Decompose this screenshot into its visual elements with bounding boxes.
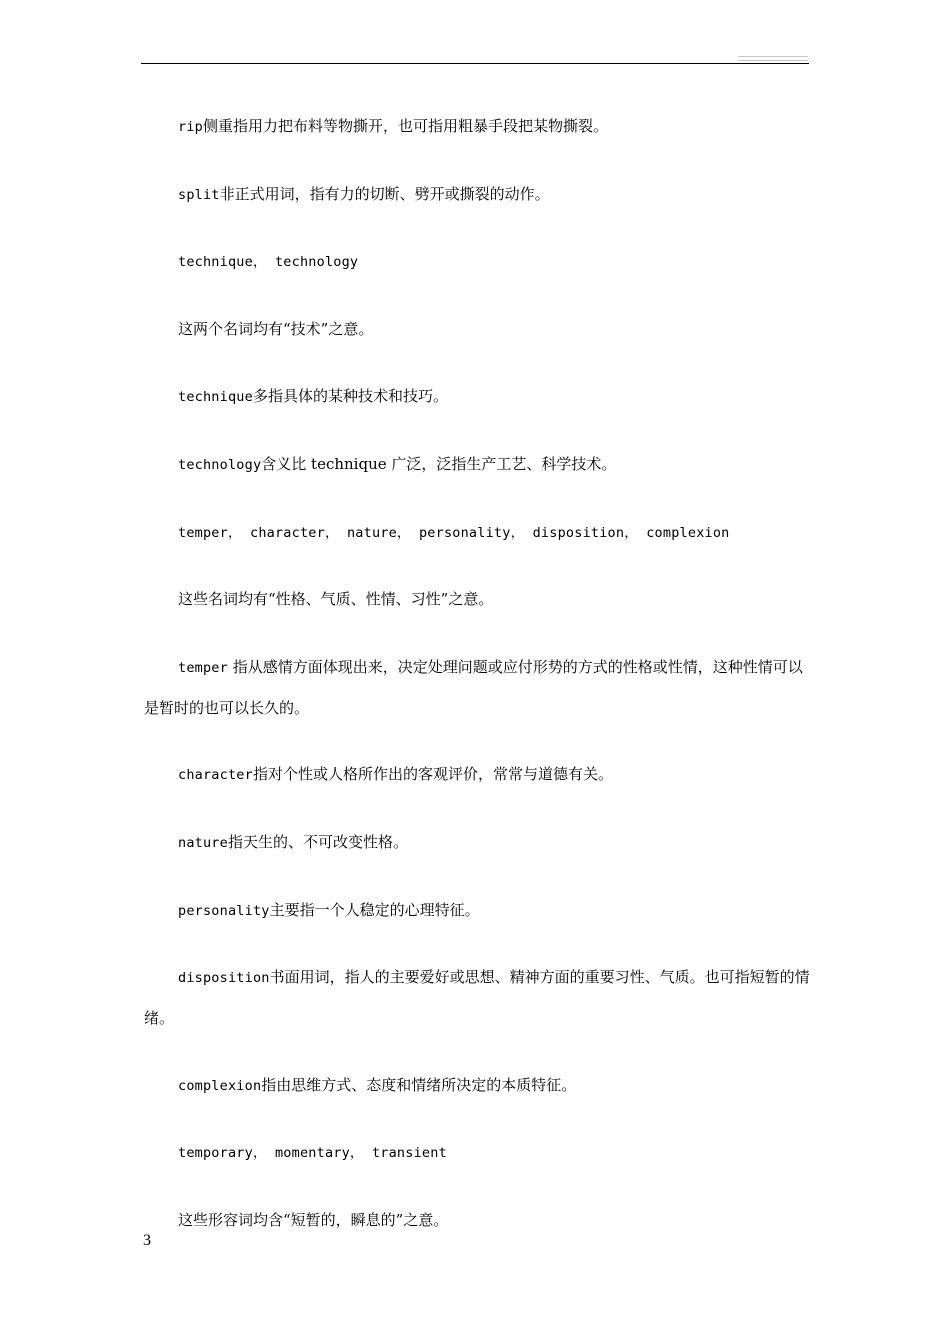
term-rip: rip <box>178 119 203 135</box>
header-mark-bottom <box>738 60 808 61</box>
term-character: character <box>178 767 253 784</box>
definition-technology: 含义比 technique 广泛，泛指生产工艺、科学技术。 <box>261 454 617 473</box>
term-split: split <box>178 186 220 203</box>
paragraph-temporary-summary <box>144 1200 814 1241</box>
definition-complexion: 指由思维方式、态度和情绪所决定的本质特征。 <box>261 1075 577 1094</box>
definition-temper: 指从感情方面体现出来，决定处理问题或应付形势的方式的性格或性情，这种性情可以是暂时的也可以长久的。 <box>144 657 803 717</box>
term-personality: personality <box>178 902 270 919</box>
paragraph-rip <box>144 106 814 147</box>
paragraph-character <box>144 754 814 795</box>
definition-nature: 指天生的、不可改变性格。 <box>227 832 408 851</box>
paragraph-nature <box>144 822 814 863</box>
paragraph-disposition <box>144 957 814 1038</box>
definition-rip: 侧重指用力把布料等物撕开，也可指用粗暴手段把某物撕裂。 <box>202 117 608 135</box>
page-number: 3 <box>143 1232 151 1249</box>
definition-personality: 主要指一个人稳定的心理特征。 <box>269 900 480 919</box>
summary-temporary-group: 这些形容词均含“短暂的，瞬息的”之意。 <box>178 1210 449 1229</box>
heading-technique-technology <box>144 241 814 282</box>
paragraph-split <box>144 174 814 215</box>
term-temper: temper <box>178 659 228 676</box>
summary-temper-group: 这些名词均有“性格、气质、性情、习性”之意。 <box>178 590 494 609</box>
paragraph-temper <box>144 647 814 728</box>
term-technique: technique <box>178 389 253 406</box>
paragraph-technology <box>144 444 814 485</box>
paragraph-complexion <box>144 1065 814 1106</box>
summary-technique: 这两个名词均有“技术”之意。 <box>178 319 374 338</box>
paragraph-technique <box>144 376 814 417</box>
paragraph-technique-summary <box>144 309 814 350</box>
header-mark-top <box>738 56 808 57</box>
paragraph-temper-summary <box>144 579 814 620</box>
definition-split: 非正式用词，指有力的切断、劈开或撕裂的动作。 <box>219 184 550 203</box>
document-body <box>144 106 814 1268</box>
heading-temper-group <box>144 512 814 553</box>
terms-temper-group: temper， character， nature， personality， disposition， complexion <box>178 524 730 541</box>
term-disposition: disposition <box>178 970 270 987</box>
heading-temporary-group <box>144 1132 814 1173</box>
definition-disposition: 书面用词，指人的主要爱好或思想、精神方面的重要习性、气质。也可指短暂的情绪。 <box>144 968 810 1028</box>
terms-temporary-group: temporary， momentary， transient <box>178 1145 447 1162</box>
term-technology: technology <box>178 456 262 473</box>
terms-technique-technology: technique， technology <box>178 254 359 271</box>
definition-character: 指对个性或人格所作出的客观评价，常常与道德有关。 <box>252 765 613 784</box>
term-complexion: complexion <box>178 1077 262 1094</box>
header-rule <box>141 63 809 64</box>
definition-technique: 多指具体的某种技术和技巧。 <box>252 387 448 406</box>
term-nature: nature <box>178 834 228 851</box>
paragraph-personality <box>144 890 814 931</box>
